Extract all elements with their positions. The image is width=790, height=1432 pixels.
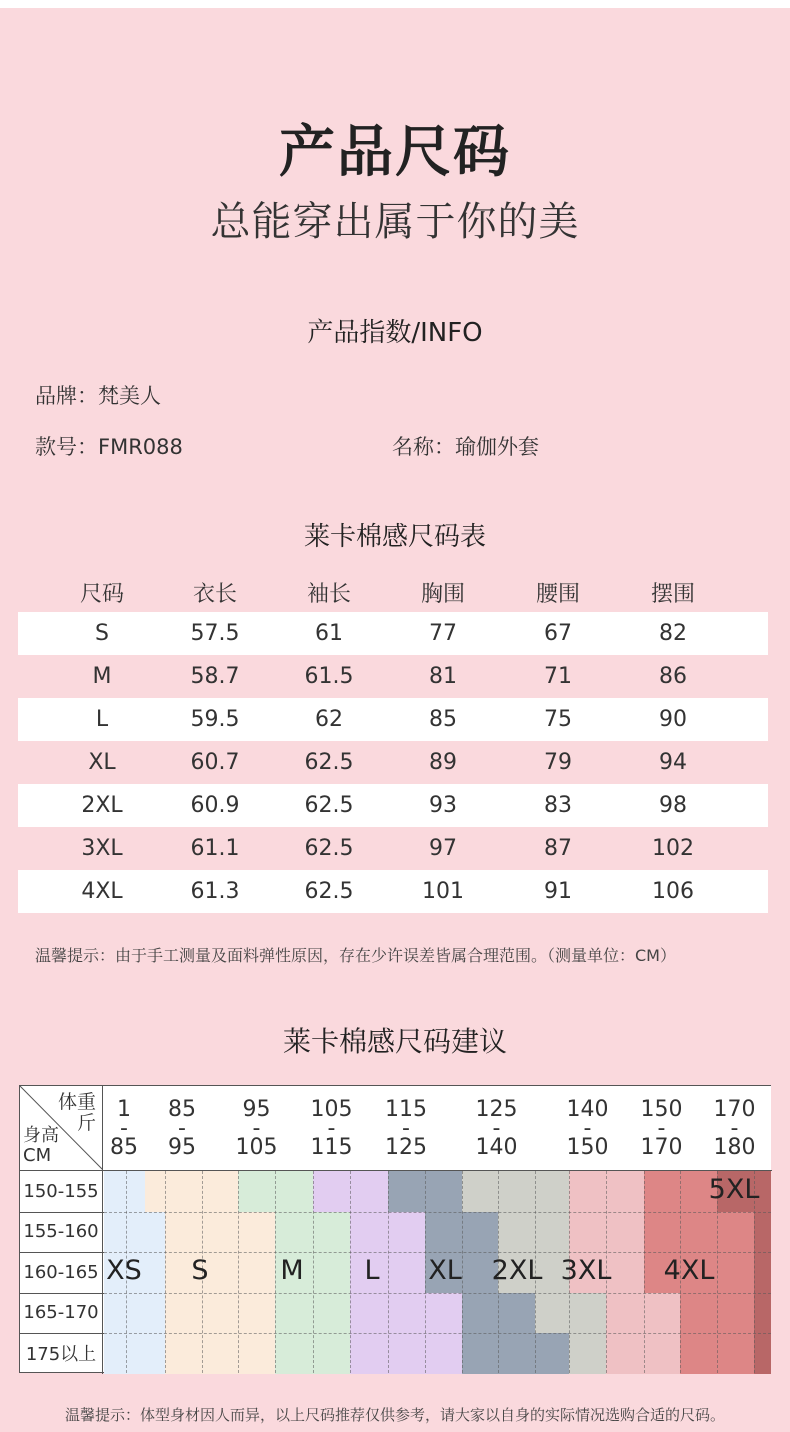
size-label: 5XL xyxy=(708,1174,760,1206)
size-label: L xyxy=(364,1255,380,1287)
size-label: M xyxy=(280,1255,304,1287)
corner-cell xyxy=(20,1086,103,1170)
table-cell: M xyxy=(92,664,112,689)
grid-dash-horizontal xyxy=(104,1333,771,1334)
grid-dash-vertical xyxy=(425,1171,426,1373)
grid-header-line xyxy=(20,1170,772,1171)
size-label: XS xyxy=(106,1255,142,1287)
size-label: XL xyxy=(428,1255,462,1287)
weight-from: 95 xyxy=(242,1096,271,1122)
size-band-2xl xyxy=(462,1171,569,1212)
size-band-l xyxy=(350,1293,462,1334)
size-band-s xyxy=(165,1252,275,1293)
size-band-2xl xyxy=(498,1212,569,1253)
size-table-header-cell: 衣长 xyxy=(192,581,237,607)
weight-range-cell xyxy=(145,1086,220,1170)
table-cell: 79 xyxy=(544,750,572,775)
table-cell: L xyxy=(95,707,109,732)
size-band-2xl xyxy=(569,1333,606,1374)
table-cell: 91 xyxy=(544,879,572,904)
weight-from: 170 xyxy=(713,1096,756,1122)
weight-to: 180 xyxy=(713,1134,756,1160)
weight-range-dash: - xyxy=(120,1115,128,1141)
table-cell: 62 xyxy=(315,707,343,732)
model-value: FMR088 xyxy=(98,435,183,459)
height-label: 身高 CM xyxy=(23,1125,59,1166)
size-band-4xl xyxy=(644,1212,754,1253)
size-band-xs xyxy=(104,1212,165,1253)
weight-range-dash: - xyxy=(730,1115,739,1141)
table-cell: 61.5 xyxy=(304,664,354,689)
table-cell: 101 xyxy=(422,879,464,904)
weight-range-cell xyxy=(625,1086,699,1170)
size-table-header-cell: 摆围 xyxy=(650,581,695,607)
table-cell: 106 xyxy=(652,879,694,904)
weight-from: 115 xyxy=(385,1096,427,1122)
table-cell: 85 xyxy=(429,707,457,732)
size-table-header-cell: 胸围 xyxy=(420,581,465,607)
weight-to: 95 xyxy=(168,1134,196,1160)
suggestion-note: 温馨提示：体型身材因人而异，以上尺码推荐仅供参考，请大家以自身的实际情况选购合适的尺码。 xyxy=(64,1406,725,1424)
weight-to: 125 xyxy=(385,1134,427,1160)
table-cell: 61.3 xyxy=(190,879,240,904)
table-row xyxy=(18,655,768,698)
table-cell: 94 xyxy=(659,750,687,775)
weight-range-dash: - xyxy=(178,1115,186,1141)
grid-dash-vertical xyxy=(238,1171,239,1373)
size-band-3xl xyxy=(606,1293,680,1334)
weight-from: 125 xyxy=(475,1096,518,1122)
table-cell: 62.5 xyxy=(304,793,354,818)
height-label-divider xyxy=(20,1293,104,1294)
table-cell: 97 xyxy=(429,836,457,861)
weight-range-dash: - xyxy=(657,1115,666,1141)
table-cell: 93 xyxy=(429,793,457,818)
size-band-5xl xyxy=(754,1333,771,1374)
size-band-2xl xyxy=(535,1293,606,1334)
table-cell: 62.5 xyxy=(304,750,354,775)
grid-dash-vertical xyxy=(275,1171,276,1373)
grid-dash-horizontal xyxy=(104,1293,771,1294)
size-table-title: 莱卡棉感尺码表 xyxy=(303,522,486,552)
table-cell: 77 xyxy=(429,621,457,646)
weight-to: 105 xyxy=(235,1134,278,1160)
weight-from: 140 xyxy=(566,1096,609,1122)
table-row xyxy=(18,741,768,784)
weight-range-cell xyxy=(369,1086,444,1170)
size-band-xl xyxy=(462,1333,569,1374)
grid-dash-vertical xyxy=(165,1171,166,1373)
table-cell: 61.1 xyxy=(190,836,240,861)
table-cell: 102 xyxy=(652,836,694,861)
table-cell: 57.5 xyxy=(190,621,240,646)
table-cell: 67 xyxy=(544,621,572,646)
weight-from: 150 xyxy=(640,1096,683,1122)
table-cell: 82 xyxy=(659,621,687,646)
weight-range-cell xyxy=(294,1086,370,1170)
weight-range-dash: - xyxy=(327,1115,336,1141)
suggestion-title: 莱卡棉感尺码建议 xyxy=(282,1025,507,1058)
size-band-s xyxy=(165,1293,275,1334)
height-range-label: 155-160 xyxy=(20,1212,103,1253)
table-cell: 59.5 xyxy=(190,707,240,732)
height-range-label: 150-155 xyxy=(20,1171,103,1212)
height-range-label: 165-170 xyxy=(20,1293,103,1334)
size-band-s xyxy=(165,1333,275,1374)
table-cell: 71 xyxy=(544,664,572,689)
weight-range-dash: - xyxy=(252,1115,261,1141)
size-label: 3XL xyxy=(560,1255,612,1287)
size-table-header xyxy=(18,574,768,610)
weight-to: 170 xyxy=(640,1134,683,1160)
table-row xyxy=(18,698,768,741)
name-value: 瑜伽外套 xyxy=(455,435,539,459)
table-cell: 83 xyxy=(544,793,572,818)
table-cell: 75 xyxy=(544,707,572,732)
model-line xyxy=(35,431,183,461)
height-label-divider xyxy=(20,1252,104,1253)
table-cell: 4XL xyxy=(81,879,123,904)
page-subtitle: 总能穿出属于你的美 xyxy=(210,199,580,245)
weight-range-cell xyxy=(698,1086,771,1170)
weight-range-dash: - xyxy=(492,1115,501,1141)
size-band-xs xyxy=(104,1171,145,1212)
size-band-xs xyxy=(104,1293,165,1334)
table-cell: 2XL xyxy=(81,793,123,818)
size-table-header-cell: 袖长 xyxy=(306,581,351,607)
weight-from: 1 xyxy=(117,1096,131,1122)
table-cell: 98 xyxy=(659,793,687,818)
size-table-note: 温馨提示：由于手工测量及面料弹性原因，存在少许误差皆属合理范围。（测量单位：CM） xyxy=(35,946,676,965)
table-cell: 62.5 xyxy=(304,836,354,861)
size-band-5xl xyxy=(754,1293,771,1334)
grid-dash-horizontal xyxy=(104,1212,771,1213)
weight-label: 体重 斤 xyxy=(58,1091,97,1134)
table-cell: 62.5 xyxy=(304,879,354,904)
size-band-5xl xyxy=(754,1252,771,1293)
table-cell: 58.7 xyxy=(190,664,240,689)
weight-range-cell xyxy=(443,1086,551,1170)
model-label: 款号： xyxy=(35,435,98,459)
weight-to: 150 xyxy=(566,1134,609,1160)
weight-range-cell xyxy=(550,1086,626,1170)
table-cell: 90 xyxy=(659,707,687,732)
table-row xyxy=(18,784,768,827)
size-band-l xyxy=(350,1333,462,1374)
table-cell: 81 xyxy=(429,664,457,689)
name-label: 名称： xyxy=(392,435,455,459)
table-row xyxy=(18,612,768,655)
weight-range-cell xyxy=(219,1086,295,1170)
size-label: 2XL xyxy=(491,1255,543,1287)
weight-range-dash: - xyxy=(402,1115,410,1141)
height-label-divider xyxy=(20,1212,104,1213)
brand-value: 梵美人 xyxy=(98,384,161,408)
name-line xyxy=(392,431,539,461)
table-cell: S xyxy=(95,621,109,646)
size-band-s xyxy=(145,1171,238,1212)
table-row xyxy=(18,870,768,913)
table-cell: 87 xyxy=(544,836,572,861)
table-row xyxy=(18,827,768,870)
size-label: S xyxy=(191,1255,209,1287)
weight-from: 85 xyxy=(168,1096,196,1122)
grid-dash-vertical xyxy=(644,1171,645,1373)
weight-range-dash: - xyxy=(583,1115,592,1141)
brand-label: 品牌： xyxy=(35,384,98,408)
weight-from: 105 xyxy=(310,1096,353,1122)
grid-dash-vertical xyxy=(462,1171,463,1373)
size-band-s xyxy=(165,1212,275,1253)
suggestion-grid xyxy=(19,1085,771,1373)
size-table-header-cell: 腰围 xyxy=(535,581,580,607)
height-range-label: 175以上 xyxy=(20,1333,103,1374)
height-range-label: 160-165 xyxy=(20,1252,103,1293)
table-cell: 61 xyxy=(315,621,343,646)
grid-dash-vertical xyxy=(313,1171,314,1373)
page-title: 产品尺码 xyxy=(279,120,511,185)
weight-to: 85 xyxy=(110,1134,138,1160)
grid-dash-vertical xyxy=(388,1171,389,1373)
table-cell: 89 xyxy=(429,750,457,775)
table-cell: 60.7 xyxy=(190,750,240,775)
size-label: 4XL xyxy=(663,1255,715,1287)
weight-to: 115 xyxy=(310,1134,353,1160)
weight-range-cell xyxy=(103,1086,146,1170)
brand-line xyxy=(35,380,161,410)
size-band-3xl xyxy=(606,1333,680,1374)
size-band-5xl xyxy=(754,1212,771,1253)
weight-to: 140 xyxy=(475,1134,518,1160)
grid-dash-horizontal xyxy=(104,1252,771,1253)
table-cell: 86 xyxy=(659,664,687,689)
info-section-title: 产品指数/INFO xyxy=(307,318,483,348)
table-cell: XL xyxy=(88,750,116,775)
size-table-header-cell: 尺码 xyxy=(79,581,124,607)
table-cell: 3XL xyxy=(81,836,123,861)
size-band-xs xyxy=(104,1333,165,1374)
table-cell: 60.9 xyxy=(190,793,240,818)
height-label-divider xyxy=(20,1333,104,1334)
grid-dash-vertical xyxy=(350,1171,351,1373)
